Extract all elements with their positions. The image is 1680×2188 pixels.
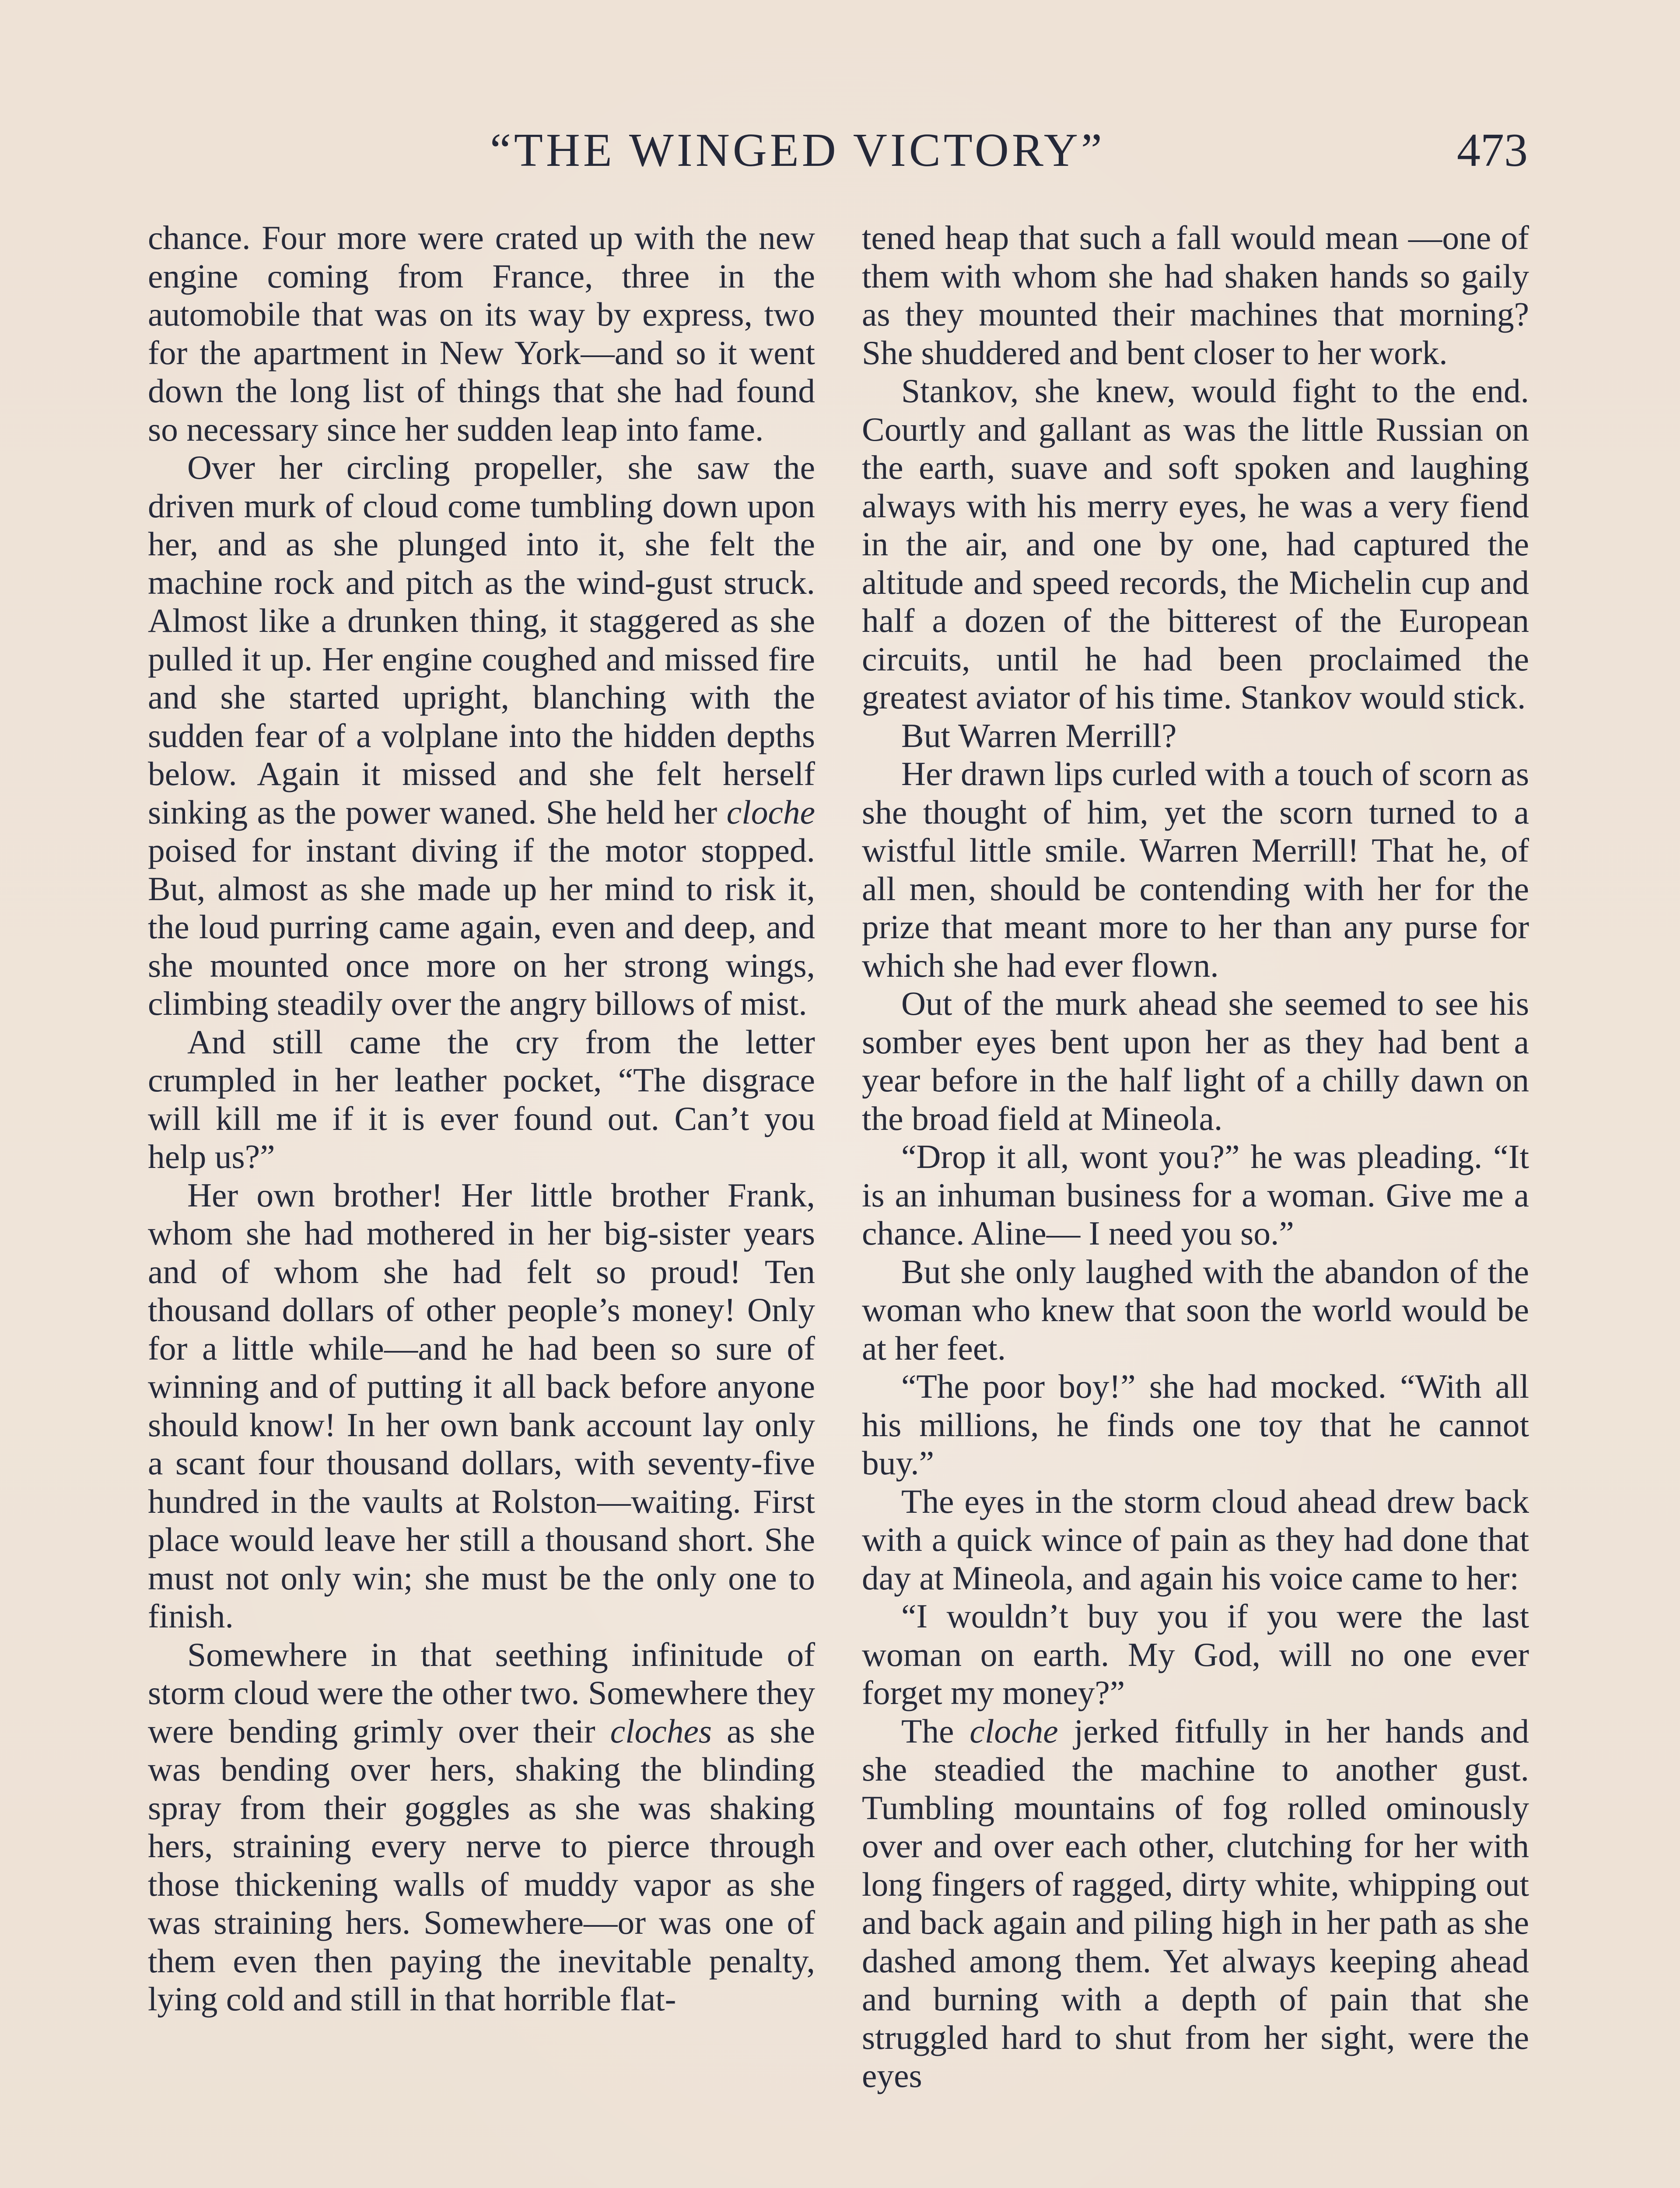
paragraph: Her drawn lips curled with a touch of scorn as she thought of him, yet the scorn turned to a wistful little smile. Warren Merrill! That he, of all men, should be contending with her for the prize that meant more to her than any purse for which she had ever flown. (862, 755, 1529, 984)
paragraph: But Warren Merrill? (901, 716, 1177, 754)
italic-word: cloches (610, 1712, 712, 1750)
paragraph: “Drop it all, wont you?” he was pleading. “It is an inhuman business for a woman. Give me a chance. Aline— I need you so.” (862, 1138, 1529, 1252)
paragraph: The eyes in the storm cloud ahead drew back with a quick wince of pain as they had done that day at Mineola, and again his voice came to her: (862, 1482, 1529, 1597)
paragraph: Over her circling propeller, she saw the driven murk of cloud come tumbling down upon her, and as she plunged into it, she felt the machine rock and pitch as the wind-gust struck. Almost like a drunken thing, it staggered as she pulled it up. Her engine coughed and missed fire and she started upright, blanching with the sudden fear of a volplane into the hidden depths below. Again it missed and she felt herself sinking as the power waned. She held her cloche poised for instant diving if the motor stopped. But, almost as she made up her mind to risk it, the loud purring came again, even and deep, and she mounted once more on her strong wings, climbing steadily over the angry billows of mist. (148, 449, 815, 1022)
paragraph: Her own brother! Her little brother Frank, whom she had mothered in her big-sister years and of whom she had felt so proud! Ten thousand dollars of other people’s money! Only for a little while—and he had been so sure of winning and of putting it all back before anyone should know! In her own bank account lay only a scant four thousand dollars, with seventy-five hundred in the vaults at Rolston—waiting. First place would leave her still a thousand short. She must not only win; she must be the only one to finish. (148, 1176, 815, 1635)
paragraph: tened heap that such a fall would mean —one of them with whom she had shaken hands so gaily as they mounted their machines that morning? She shuddered and bent closer to her work. (862, 219, 1529, 372)
paragraph: “I wouldn’t buy you if you were the last woman on earth. My God, will no one ever forget my money?” (862, 1597, 1529, 1711)
paragraph: “The poor boy!” she had mocked. “With all his millions, he finds one toy that he cannot buy.” (862, 1368, 1529, 1482)
paragraph: And still came the cry from the letter crumpled in her leather pocket, “The disgrace will kill me if it is ever found out. Can’t you help us?” (148, 1023, 815, 1175)
paragraph: Stankov, she knew, would fight to the end. Courtly and gallant as was the little Russian on the earth, suave and soft spoken and laughing always with his merry eyes, he was a very fiend in the air, and one by one, had captured the altitude and speed records, the Michelin cup and half a dozen of the bitterest of the European circuits, until he had been proclaimed the greatest aviator of his time. Stankov would stick. (862, 372, 1529, 716)
paragraph: But she only laughed with the abandon of the woman who knew that soon the world would be at her feet. (862, 1252, 1529, 1367)
page-number: 473 (1457, 124, 1528, 176)
italic-word: cloche (970, 1712, 1058, 1750)
paragraph: chance. Four more were crated up with the new engine coming from France, three in the automobile that was on its way by express, two for the apartment in New York—and so it went down the long list of things that she had found so necessary since her sudden leap into fame. (148, 219, 815, 448)
italic-word: cloche (726, 793, 815, 831)
paragraph: Out of the murk ahead she seemed to see his somber eyes bent upon her as they had bent a year before in the half light of a chilly dawn on the broad field at Mineola. (862, 985, 1529, 1137)
paragraph: The cloche jerked fitfully in her hands and she steadied the machine to another gust. Tumbling mountains of fog rolled ominously over and over each other, clutching for her with long fingers of ragged, dirty white, whipping out and back again and piling high in her path as she dashed among them. Yet always keeping ahead and burning with a depth of pain that she struggled hard to shut from her sight, were the eyes (862, 1712, 1529, 2094)
running-title: “THE WINGED VICTORY” (490, 124, 1105, 176)
right-column (862, 219, 1529, 2095)
left-column (148, 219, 815, 2019)
paragraph: Somewhere in that seething infinitude of storm cloud were the other two. Somewhere they were bending grimly over their cloches as she was bending over hers, shaking the blinding spray from their goggles as she was shaking hers, straining every nerve to pierce through those thickening walls of muddy vapor as she was straining hers. Somewhere—or was one of them even then paying the inevitable penalty, lying cold and still in that horrible flat- (148, 1635, 815, 2018)
